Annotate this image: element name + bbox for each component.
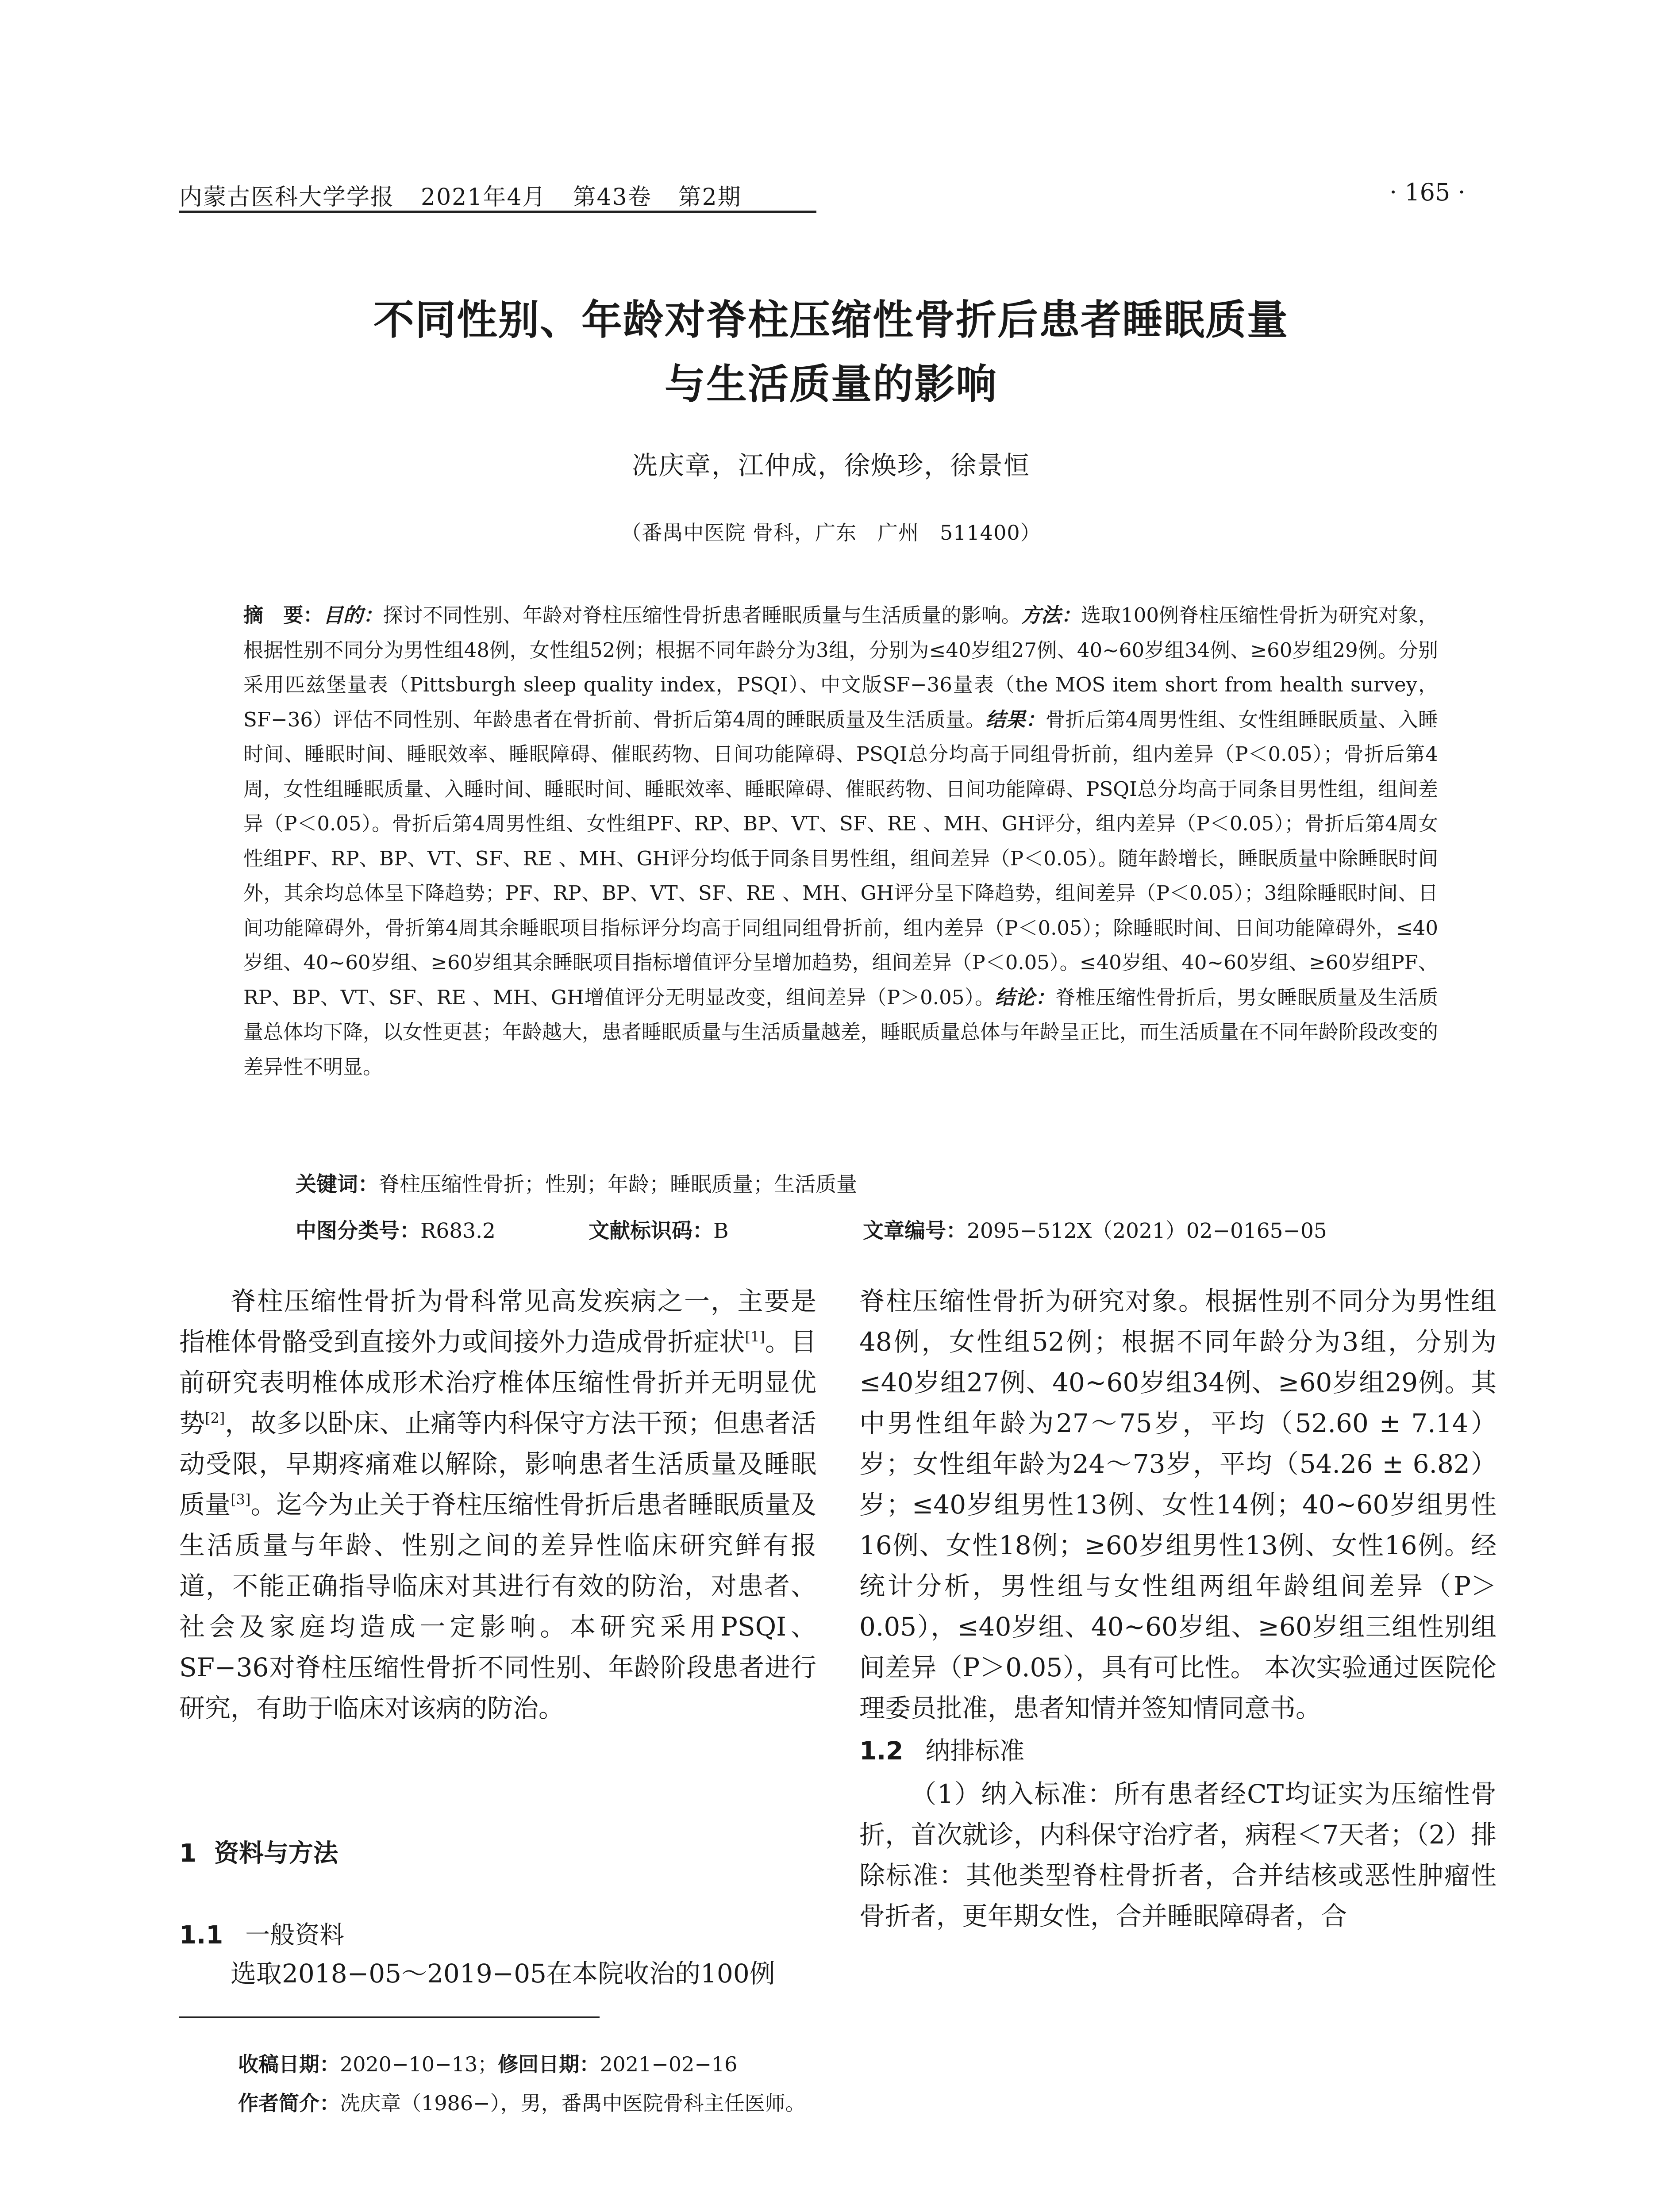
footnote-author	[238, 2087, 806, 2116]
section-1-1-text: 选取2018−05～2019−05在本院收治的100例	[231, 1959, 775, 1989]
page-number: · 165 ·	[1389, 178, 1466, 206]
paper-title-line-1: 不同性别、年龄对脊柱压缩性骨折后患者睡眠质量	[373, 296, 1289, 344]
result-label: 结果：	[985, 707, 1046, 731]
volume: 第43卷	[573, 184, 652, 211]
section-1-title: 资料与方法	[214, 1839, 338, 1868]
section-1-number: 1	[179, 1839, 196, 1868]
author-bio-label: 作者简介：	[238, 2091, 340, 2115]
body-column-right	[859, 1281, 1497, 1936]
abstract	[243, 598, 1438, 1084]
running-header	[179, 178, 768, 211]
method-label: 方法：	[1021, 603, 1081, 627]
article-number-label: 文章编号：	[863, 1219, 967, 1243]
journal-name: 内蒙古医科大学学报	[179, 184, 395, 211]
classification-value: R683.2	[420, 1219, 496, 1243]
document-code	[589, 1214, 729, 1244]
document-code-value: B	[713, 1219, 729, 1243]
author-bio: 冼庆章（1986−），男，番禺中医院骨科主任医师。	[340, 2091, 806, 2115]
result-text: 骨折后第4周男性组、女性组睡眠质量、入睡时间、睡眠时间、睡眠效率、睡眠障碍、催眠药物、日间功能障碍、PSQI总分均高于同组骨折前，组内差异（P＜0.05）；骨折后第4周，女性组睡眠质量、入睡时间、睡眠时间、睡眠效率、睡眠障碍、催眠药物、日间功能障碍、PSQI总分均高于同条目男性组，组间差异（P＜0.05）。骨折后第4周男性组、女性组PF、RP、BP、VT、SF、RE 、MH、GH评分，组内差异（P＜0.05）；骨折后第4周女性组PF、RP、BP、VT、SF、RE 、MH、GH评分均低于同条目男性组，组间差异（P＜0.05）。随年龄增长，睡眠质量中除睡眠时间外，其余均总体呈下降趋势；PF、RP、BP、VT、SF、RE 、MH、GH评分呈下降趋势，组间差异（P＜0.05）；3组除睡眠时间、日间功能障碍外，骨折第4周其余睡眠项目指标评分均高于同组同组骨折前，组内差异（P＜0.05）；除睡眠时间、日间功能障碍外，≤40岁组、40~60岁组、≥60岁组其余睡眠项目指标增值评分呈增加趋势，组间差异（P＜0.05）。≤40岁组、40~60岁组、≥60岁组PF、RP、BP、VT、SF、RE 、MH、GH增值评分无明显改变，组间差异（P＞0.05）。	[243, 707, 1438, 1009]
issue-number: 第2期	[678, 184, 742, 211]
section-heading-1	[179, 1834, 338, 1869]
article-number-value: 2095−512X（2021）02−0165−05	[967, 1219, 1327, 1243]
keywords	[296, 1168, 857, 1198]
citation-2[interactable]: [2]	[205, 1409, 225, 1427]
conclusion-label: 结论：	[995, 985, 1056, 1009]
section-1-2-title: 纳排标准	[925, 1737, 1025, 1766]
intro-text-3: ，故多以卧床、止痛等内科保守方法干预；但患者活动受限，早期疼痛难以解除，影响患者生活质量及睡眠质量	[179, 1408, 816, 1520]
revised-date: 2021−02−16	[600, 2052, 738, 2076]
document-code-label: 文献标识码：	[589, 1219, 713, 1243]
classification-number	[296, 1214, 496, 1244]
received-date: 2020−10−13；	[340, 2052, 498, 2076]
intro-text-1: 脊柱压缩性骨折为骨科常见高发疾病之一，主要是指椎体骨骼受到直接外力或间接外力造成骨折症状	[179, 1286, 816, 1357]
intro-paragraph	[179, 1281, 816, 1728]
section-1-1-continued: 脊柱压缩性骨折为研究对象。根据性别不同分为男性组48例，女性组52例；根据不同年龄分为3组，分别为≤40岁组27例、40~60岁组34例、≥60岁组29例。其中男性组年龄为27～75岁，平均（52.60 ± 7.14）岁；女性组年龄为24～73岁，平均（54.26 ± 6.82）岁；≤40岁组男性13例、女性14例；40~60岁组男性16例、女性18例；≥60岁组男性13例、女性16例。经统计分析，男性组与女性组两组年龄组间差异（P＞0.05），≤40岁组、40~60岁组、≥60岁组三组性别组间差异（P＞0.05），具有可比性。 本次实验通过医院伦理委员批准，患者知情并签知情同意书。	[859, 1286, 1497, 1723]
section-1-1-number: 1.1	[179, 1921, 223, 1950]
section-heading-1-2	[859, 1731, 1497, 1772]
revised-label: 修回日期：	[498, 2052, 600, 2076]
article-number	[863, 1214, 1327, 1244]
criteria-paragraph: （1）纳入标准：所有患者经CT均证实为压缩性骨折，首次就诊，内科保守治疗者，病程＜7天者；（2）排除标准：其他类型脊柱骨折者，合并结核或恶性肿瘤性骨折者，更年期女性，合并睡眠障碍者，合	[859, 1779, 1497, 1931]
classification-label: 中图分类号：	[296, 1219, 420, 1243]
intro-text-2: 。目前研究表明椎体成形术治疗椎体压缩性骨折并无明显优势	[179, 1327, 816, 1438]
section-1-1-paragraph	[179, 1953, 816, 1994]
author-list: 冼庆章，江仲成，徐焕珍，徐景恒	[631, 450, 1030, 480]
keywords-text: 脊柱压缩性骨折；性别；年龄；睡眠质量；生活质量	[379, 1172, 857, 1197]
objective-label: 目的：	[323, 603, 383, 627]
section-1-1-title: 一般资料	[245, 1921, 345, 1950]
section-1-2-number: 1.2	[859, 1737, 904, 1766]
citation-1[interactable]: [1]	[745, 1328, 765, 1345]
header-rule	[179, 211, 816, 213]
objective-text: 探讨不同性别、年龄对脊柱压缩性骨折患者睡眠质量与生活质量的影响。	[383, 603, 1021, 627]
paper-title-line-2: 与生活质量的影响	[664, 361, 997, 408]
method-text: 选取100例脊柱压缩性骨折为研究对象，根据性别不同分为男性组48例，女性组52例；根据不同年龄分为3组，分别为≤40岁组27例、40~60岁组34例、≥60岁组29例。分别采用匹兹堡量表（Pittsburgh sleep quality index，PSQI）、中文版SF−36量表（the MOS item short from health survey，SF−36）评估不同性别、年龄患者在骨折前、骨折后第4周的睡眠质量及生活质量。	[243, 603, 1438, 731]
citation-3[interactable]: [3]	[231, 1491, 251, 1508]
conclusion-text: 脊椎压缩性骨折后，男女睡眠质量及生活质量总体均下降，以女性更甚；年龄越大，患者睡眠质量与生活质量越差，睡眠质量总体与年龄呈正比，而生活质量在不同年龄阶段改变的差异性不明显。	[243, 985, 1439, 1079]
footnote-rule	[179, 2016, 600, 2018]
section-heading-1-1	[179, 1916, 344, 1951]
affiliation: （番禺中医院 骨科，广东 广州 511400）	[621, 521, 1041, 545]
intro-text-4: 。迄今为止关于脊柱压缩性骨折后患者睡眠质量及生活质量与年龄、性别之间的差异性临床研究鲜有报道，不能正确指导临床对其进行有效的防治，对患者、社会及家庭均造成一定影响。本研究采用PSQI、SF−36对脊柱压缩性骨折不同性别、年龄阶段患者进行研究，有助于临床对该病的防治。	[179, 1490, 816, 1723]
abstract-label: 摘 要：	[243, 603, 323, 627]
body-column-left	[179, 1281, 816, 1728]
received-label: 收稿日期：	[238, 2052, 340, 2076]
keywords-label: 关键词：	[296, 1172, 379, 1197]
issue-date: 2021年4月	[421, 184, 546, 211]
footnote-dates	[238, 2048, 737, 2078]
